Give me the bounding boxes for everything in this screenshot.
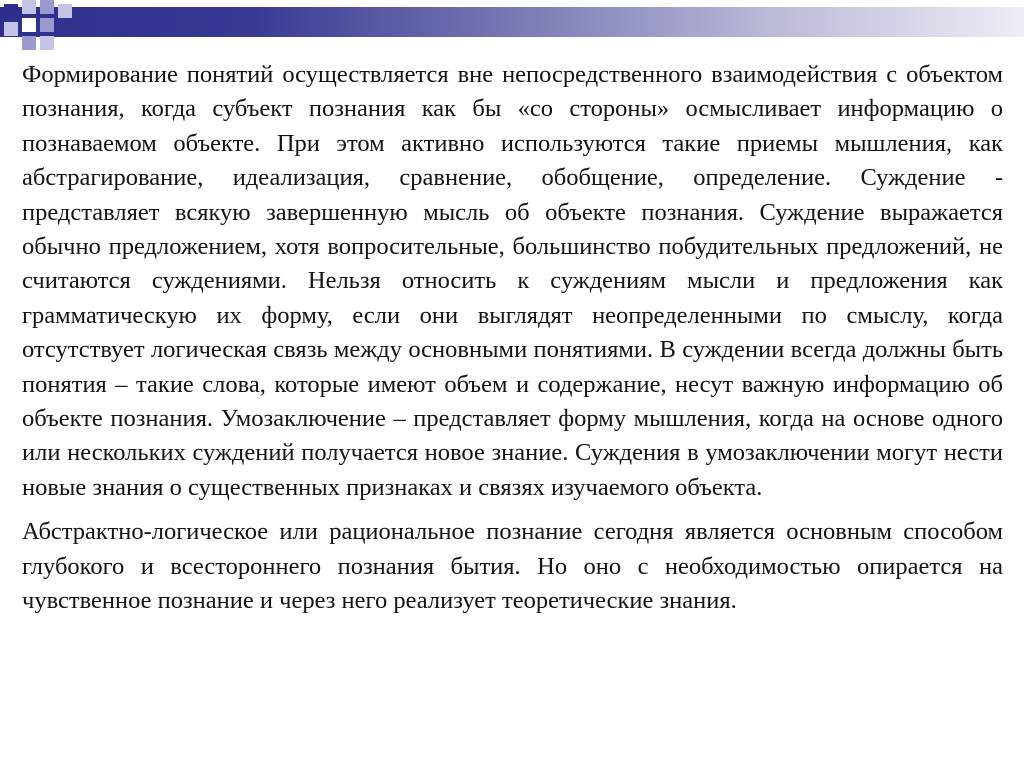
decorative-square — [40, 0, 54, 14]
body-paragraph: Формирование понятий осуществляется вне непосредственного взаимодействия с объектом познания, когда субъект познания как бы «со стороны» осмысливает информацию о познаваемом объекте. При этом активно используются такие приемы мышления, как абстрагирование, идеализация, сравнение, обобщение, определение. Суждение - представляет всякую завершенную мысль об объекте познания. Суждение выражается обычно предложением, хотя вопросительные, большинство побудительных предложений, не считаются суждениями. Нельзя относить к суждениям мысли и предложения как грамматическую их форму, если они выглядят неопределенными по смыслу, когда отсутствует логическая связь между основными понятиями. В суждении всегда должны быть понятия – такие слова, которые имеют объем и содержание, несут важную информацию об объекте познания. Умозаключение – представляет форму мышления, когда на основе одного или нескольких суждений получается новое знание. Суждения в умозаключении могут нести новые знания о существенных признаках и связях изучаемого объекта. — [22, 61, 1003, 501]
decorative-square — [58, 4, 72, 18]
decorative-square — [40, 18, 54, 32]
slide-body — [22, 58, 1003, 619]
decorative-square — [22, 18, 36, 32]
decorative-square — [4, 22, 18, 36]
decorative-square — [4, 4, 18, 18]
decorative-square — [22, 36, 36, 50]
decorative-square — [40, 36, 54, 50]
header-gradient-bar — [0, 7, 1024, 37]
body-paragraph: Абстрактно-логическое или рациональное познание сегодня является основным способом глубокого и всестороннего познания бытия. Но оно с необходимостью опирается на чувственное познание и через него реализует теоретические знания. — [22, 518, 1003, 615]
decorative-square — [22, 0, 36, 14]
